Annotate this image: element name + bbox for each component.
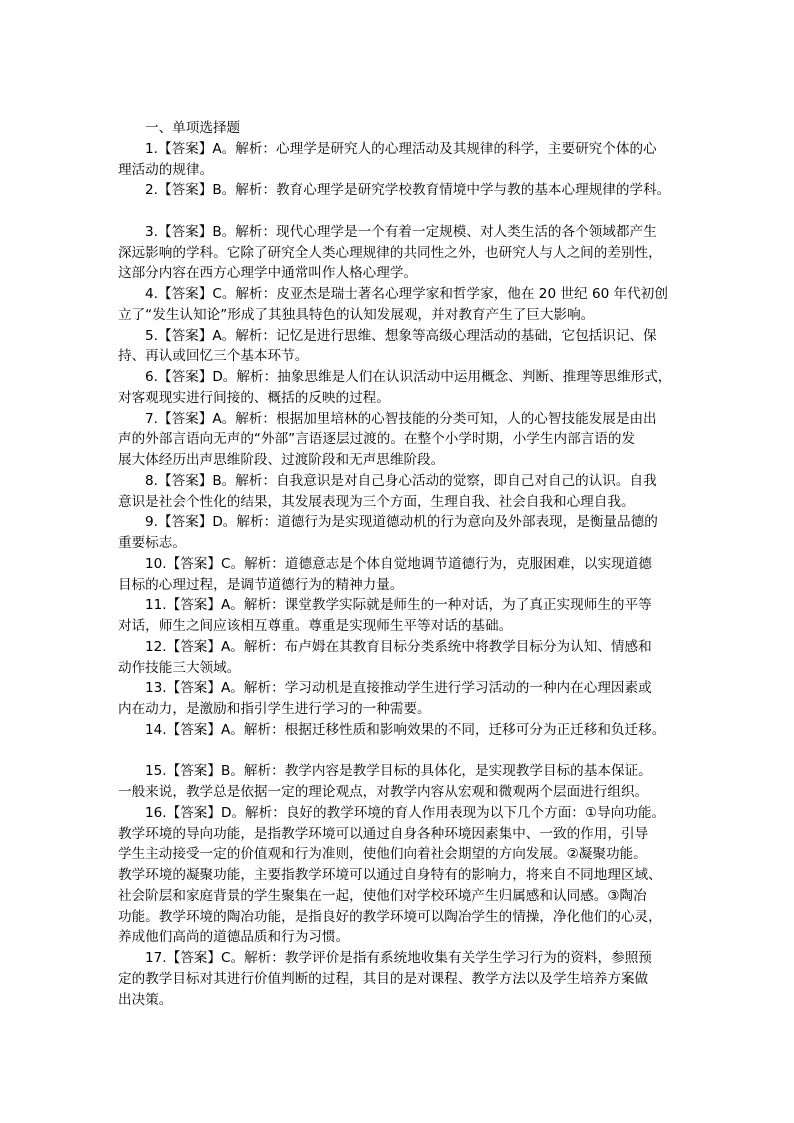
answer-item [118, 761, 688, 803]
answer-line: 15.【答案】B。解析：教学内容是教学目标的具体化，是实现教学目标的基本保证。 [145, 763, 652, 780]
answer-line: 11.【答案】A。解析：课堂教学实际就是师生的一种对话，为了真正实现师生的平等 [145, 597, 652, 614]
answer-line: 12.【答案】A。解析：布卢姆在其教育目标分类系统中将教学目标分为认知、情感和 [145, 638, 652, 655]
answer-line: 3.【答案】B。解析：现代心理学是一个有着一定规模、对人类生活的各个领域都产生 [145, 223, 657, 240]
answer-line: 10.【答案】C。解析：道德意志是个体自觉地调节道德行为，克服困难，以实现道德 [145, 555, 652, 572]
answer-line: 教学环境的凝聚功能，主要指教学环境可以通过自身特有的影响力，将来自不同地理区域、 [118, 867, 662, 883]
blank-line [118, 201, 688, 222]
answer-line: 16.【答案】D。解析：良好的教学环境的育人作用表现为以下几个方面：①导向功能。 [145, 804, 666, 821]
answer-line: 目标的心理过程，是调节道德行为的精神力量。 [118, 576, 404, 593]
answer-line: 这部分内容在西方心理学中通常叫作人格心理学。 [118, 265, 418, 282]
answer-line: 内在动力，是激励和指引学生进行学习的一种需要。 [118, 701, 431, 717]
answer-list [118, 139, 688, 1011]
answer-item [118, 637, 688, 679]
answer-line: 教学环境的导向功能，是指教学环境可以通过自身各种环境因素集中、一致的作用，引导 [118, 825, 649, 842]
answer-item [118, 180, 688, 201]
answer-line: 13.【答案】A。解析：学习动机是直接推动学生进行学习活动的一种内在心理因素或 [145, 680, 652, 697]
answer-line: 14.【答案】A。解析：根据迁移性质和影响效果的不同，迁移可分为正迁移和负迁移。 [145, 721, 666, 738]
answer-line: 7.【答案】A。解析：根据加里培林的心智技能的分类可知，人的心智技能发展是由出 [145, 410, 657, 427]
answer-item [118, 326, 688, 368]
answer-line: 1.【答案】A。解析：心理学是研究人的心理活动及其规律的科学，主要研究个体的心 [145, 140, 657, 157]
answer-item [118, 409, 688, 471]
answer-item [118, 471, 688, 513]
answer-line: 立了“发生认知论”形成了其独具特色的认知发展观，并对教育产生了巨大影响。 [118, 306, 595, 323]
answer-line: 出决策。 [118, 991, 173, 1008]
answer-item [118, 803, 688, 948]
answer-item [118, 948, 688, 1010]
answer-line: 养成他们高尚的道德品质和行为习惯。 [118, 929, 350, 946]
answer-item [118, 139, 688, 181]
answer-item [118, 554, 688, 596]
answer-line: 声的外部言语向无声的“外部”言语逐层过渡的。在整个小学时期，小学生内部言语的发 [118, 431, 636, 448]
answer-line: 5.【答案】A。解析：记忆是进行思维、想象等高级心理活动的基础，它包括识记、保 [145, 327, 657, 344]
answer-line: 重要标志。 [118, 535, 186, 551]
answer-line: 2.【答案】B。解析：教育心理学是研究学校教育情境中学与教的基本心理规律的学科。 [145, 182, 671, 199]
answer-item [118, 678, 688, 720]
answer-line: 9.【答案】D。解析：道德行为是实现道德动机的行为意向及外部表现，是衡量品德的 [145, 514, 658, 531]
answer-item [118, 595, 688, 637]
answer-document [118, 118, 688, 1010]
answer-line: 一般来说，教学总是依据一定的理论观点，对教学内容从宏观和微观两个层面进行组织。 [118, 784, 649, 800]
answer-item [118, 720, 688, 741]
answer-line: 8.【答案】B。解析：自我意识是对自己身心活动的觉察，即自己对自己的认识。自我 [145, 472, 657, 489]
answer-line: 理活动的规律。 [118, 161, 214, 178]
answer-line: 6.【答案】D。解析：抽象思维是人们在认识活动中运用概念、判断、推理等思维形式， [145, 369, 672, 385]
answer-line: 对话，师生之间应该相互尊重。尊重是实现师生平等对话的基础。 [118, 618, 513, 634]
answer-line: 对客观现实进行间接的、概括的反映的过程。 [118, 389, 390, 406]
answer-line: 4.【答案】C。解析：皮亚杰是瑞士著名心理学家和哲学家，他在 20 世纪 60 年代初创 [145, 286, 668, 302]
answer-line: 学生主动接受一定的价值观和行为准则，使他们向着社会期望的方向发展。②凝聚功能。 [118, 846, 647, 863]
answer-item [118, 367, 688, 409]
answer-item [118, 284, 688, 326]
answer-line: 动作技能三大领域。 [118, 659, 241, 676]
answer-line: 深远影响的学科。它除了研究全人类心理规律的共同性之外，也研究人与人之间的差别性， [118, 244, 662, 261]
answer-line: 社会阶层和家庭背景的学生聚集在一起，使他们对学校环境产生归属感和认同感。③陶冶 [118, 887, 647, 904]
blank-line [118, 741, 688, 762]
answer-line: 意识是社会个性化的结果，其发展表现为三个方面，生理自我、社会自我和心理自我。 [118, 493, 635, 510]
answer-line: 功能。教学环境的陶冶功能，是指良好的教学环境可以陶冶学生的情操，净化他们的心灵， [118, 908, 662, 925]
answer-line: 17.【答案】C。解析：教学评价是指有系统地收集有关学生学习行为的资料，参照预 [145, 950, 652, 966]
answer-line: 持、再认或回忆三个基本环节。 [118, 348, 309, 365]
answer-item [118, 512, 688, 554]
answer-item [118, 222, 688, 284]
answer-line: 展大体经历出声思维阶段、过渡阶段和无声思维阶段。 [118, 452, 445, 468]
answer-line: 定的教学目标对其进行价值判断的过程，其目的是对课程、教学方法以及学生培养方案做 [118, 970, 649, 987]
section-title: 一、单项选择题 [145, 120, 241, 136]
